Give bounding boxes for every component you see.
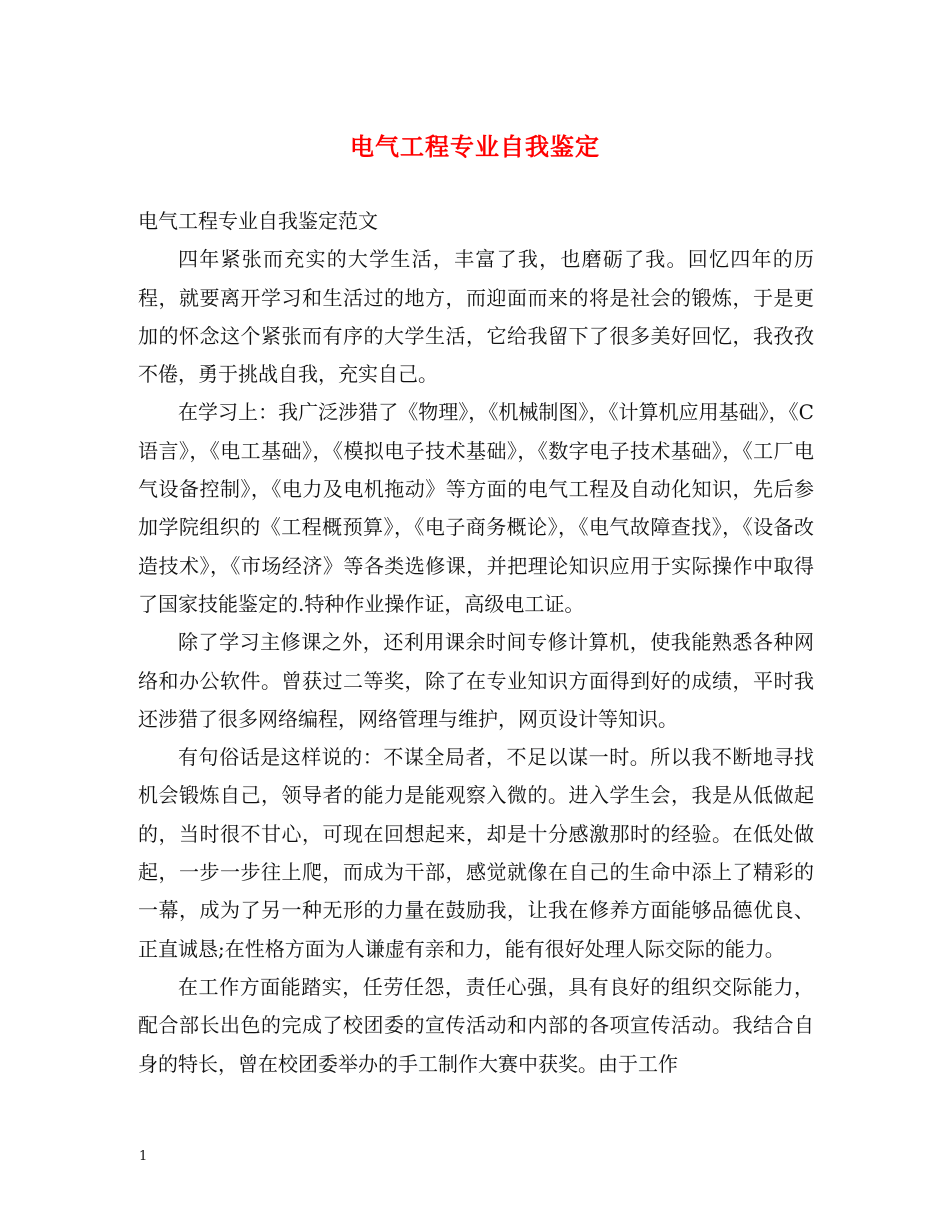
document-title: 电气工程专业自我鉴定 — [350, 132, 600, 161]
paragraph-5: 在工作方面能踏实，任劳任怨，责任心强，具有良好的组织交际能力，配合部长出色的完成了校团委的宣传活动和内部的各项宣传活动。我结合自身的特长，曾在校团委举办的手工制作大赛中获奖。由于工作 — [138, 974, 814, 1076]
document-body — [138, 202, 814, 1083]
paragraph-1: 四年紧张而充实的大学生活，丰富了我，也磨砺了我。回忆四年的历程，就要离开学习和生活过的地方，而迎面而来的将是社会的锻炼，于是更加的怀念这个紧张而有序的大学生活，它给我留下了很多美好回忆，我孜孜不倦，勇于挑战自我，充实自己。 — [138, 247, 814, 387]
paragraph-2: 在学习上：我广泛涉猎了《物理》，《机械制图》，《计算机应用基础》，《C语言》，《电工基础》，《模拟电子技术基础》，《数字电子技术基础》，《工厂电气设备控制》，《电力及电机拖动》等方面的电气工程及自动化知识，先后参加学院组织的《工程概预算》，《电子商务概论》，《电气故障查找》，《设备改造技术》，《市场经济》等各类选修课，并把理论知识应用于实际操作中取得了国家技能鉴定的.特种作业操作证，高级电工证。 — [138, 400, 814, 616]
paragraph-4: 有句俗话是这样说的：不谋全局者，不足以谋一时。所以我不断地寻找机会锻炼自己，领导者的能力是能观察入微的。进入学生会，我是从低做起的，当时很不甘心，可现在回想起来，却是十分感激那时的经验。在低处做起，一步一步往上爬，而成为干部，感觉就像在自己的生命中添上了精彩的一幕，成为了另一种无形的力量在鼓励我，让我在修养方面能够品德优良、正直诚恳;在性格方面为人谦虚有亲和力，能有很好处理人际交际的能力。 — [138, 745, 814, 961]
paragraph-3: 除了学习主修课之外，还利用课余时间专修计算机，使我能熟悉各种网络和办公软件。曾获过二等奖，除了在专业知识方面得到好的成绩，平时我还涉猎了很多网络编程，网络管理与维护，网页设计等知识。 — [138, 630, 814, 731]
document-subtitle: 电气工程专业自我鉴定范文 — [138, 209, 378, 233]
page-number: 1 — [139, 1149, 148, 1164]
